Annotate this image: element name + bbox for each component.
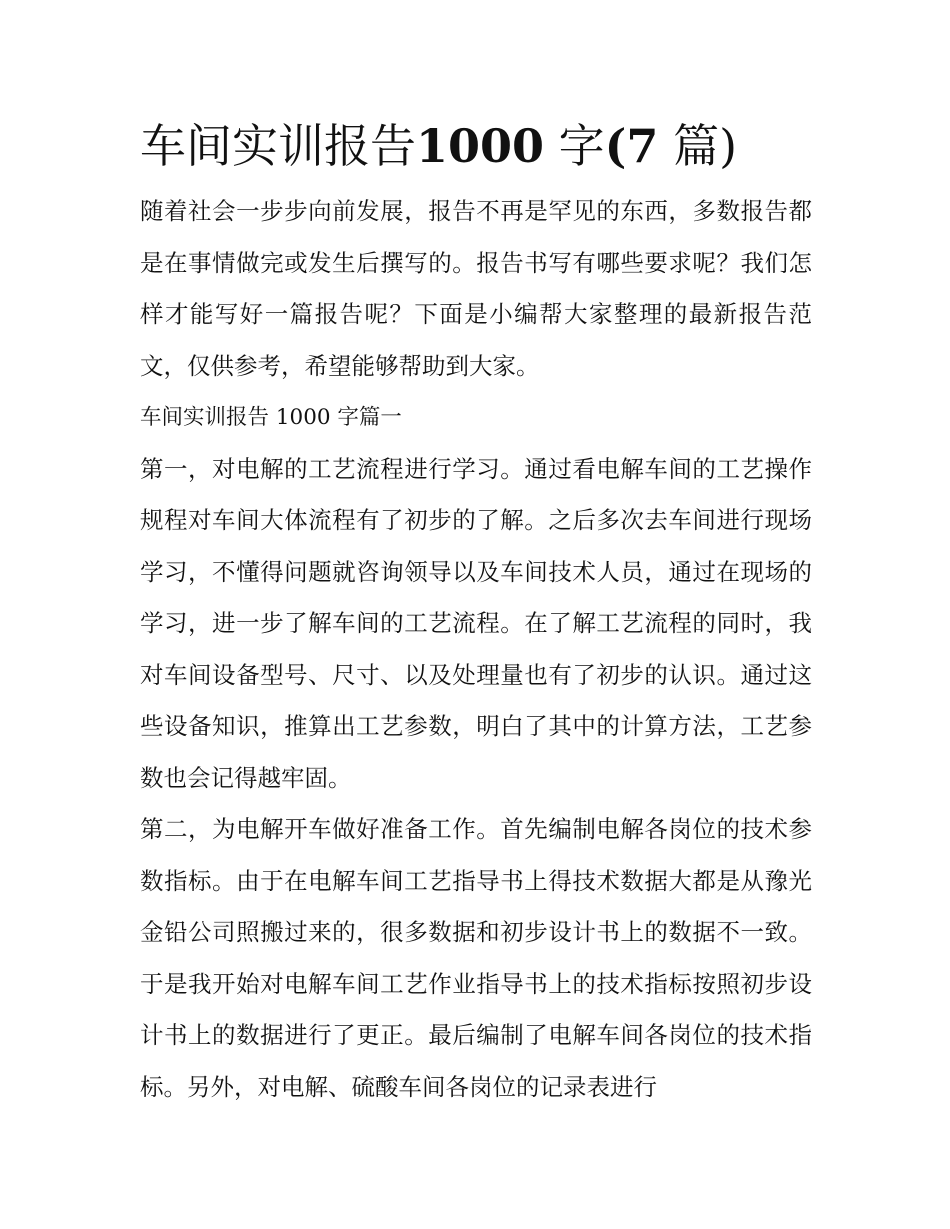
title-text-part: 字 (558, 119, 605, 173)
title-text-part: 篇) (673, 119, 738, 173)
document-body (140, 112, 812, 1113)
section-heading: 车间实训报告 1000 字篇一 (140, 405, 402, 430)
intro-paragraph: 随着社会一步步向前发展，报告不再是罕见的东西，多数报告都是在事情做完或发生后撰写的。报告书写有哪些要求呢？我们怎样才能写好一篇报告呢？下面是小编帮大家整理的最新报告范文，仅供参考，希望能够帮助到大家。 (140, 197, 812, 380)
title-count: (7 (604, 119, 659, 173)
body-paragraph-2: 第二，为电解开车做好准备工作。首先编制电解各岗位的技术参数指标。由于在电解车间工艺指导书上得技术数据大都是从豫光金铅公司照搬过来的，很多数据和初步设计书上的数据不一致。于是我开始对电解车间工艺作业指导书上的技术指标按照初步设计书上的数据进行了更正。最后编制了电解车间各岗位的技术指标。另外，对电解、硫酸车间各岗位的记录表进行 (140, 815, 812, 1101)
body-paragraph-1: 第一，对电解的工艺流程进行学习。通过看电解车间的工艺操作规程对车间大体流程有了初步的了解。之后多次去车间进行现场学习，不懂得问题就咨询领导以及车间技术人员，通过在现场的学习，进一步了解车间的工艺流程。在了解工艺流程的同时，我对车间设备型号、尺寸、以及处理量也有了初步的认识。通过这些设备知识，推算出工艺参数，明白了其中的计算方法，工艺参数也会记得越牢固。 (140, 454, 812, 792)
title-number: 1000 (416, 119, 545, 173)
page-title (140, 112, 812, 180)
title-text-part: 车间实训报告 (140, 119, 416, 173)
